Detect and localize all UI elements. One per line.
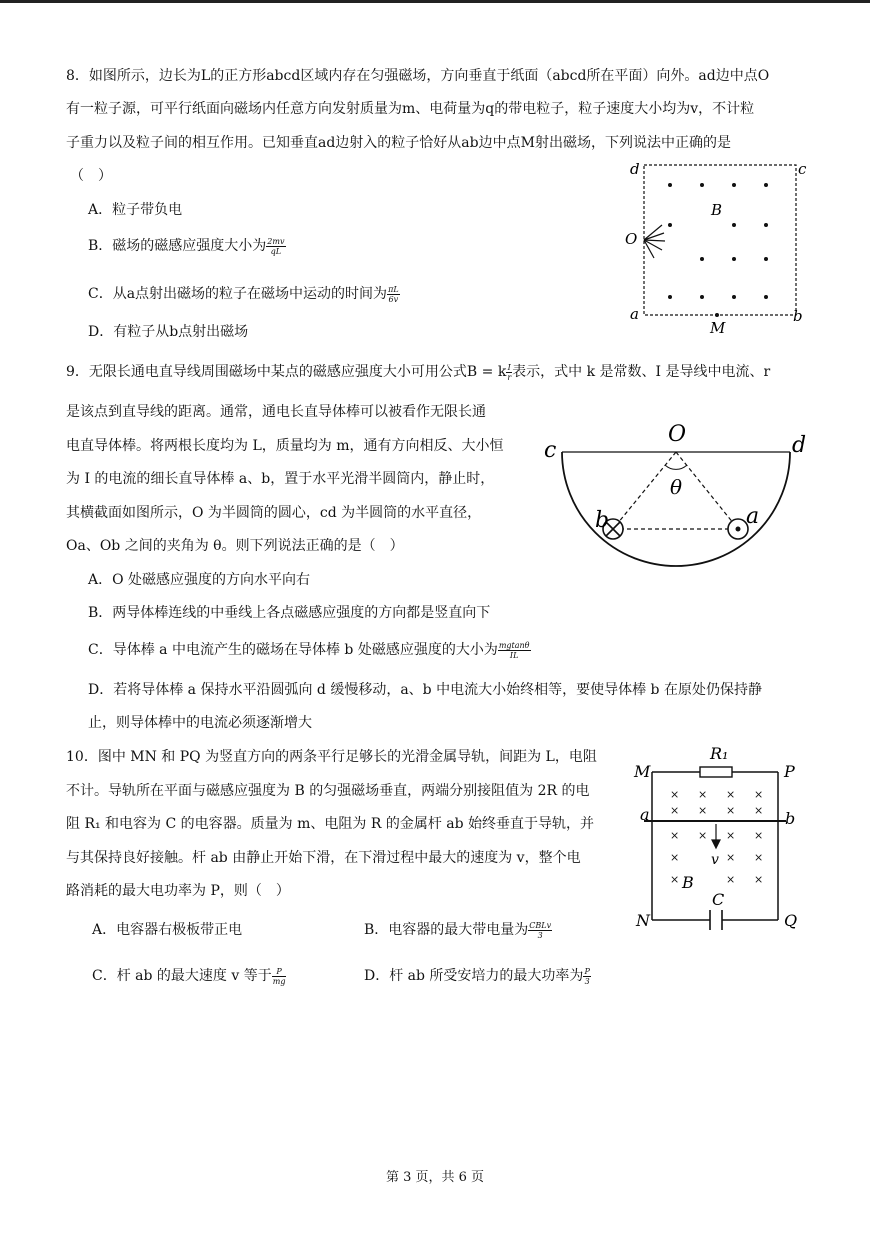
q8-figure-square-field — [620, 155, 820, 340]
q8-option-c — [88, 284, 400, 304]
q10-option-b — [364, 920, 552, 940]
svg-text:×: × — [726, 804, 736, 817]
q10-option-d-fraction — [583, 967, 590, 986]
q9-option-c-denominator: IL — [509, 650, 519, 660]
q10-option-d-denominator: 3 — [584, 976, 590, 986]
svg-text:×: × — [754, 873, 764, 886]
q8-line-2: 有一粒子源，可平行纸面向磁场内任意方向发射质量为m、电荷量为q的带电粒子，粒子速度大小均为v，不计粒 — [66, 101, 755, 117]
svg-text:×: × — [754, 829, 764, 842]
q8-option-a: A．粒子带负电 — [88, 202, 183, 218]
svg-text:×: × — [670, 873, 680, 886]
svg-text:×: × — [754, 804, 764, 817]
q9-option-c-fraction — [498, 641, 531, 660]
q8-label-o: O — [625, 230, 638, 248]
q9-option-c-numerator: mgtanθ — [498, 640, 530, 650]
q9-formula-numerator: I — [507, 362, 511, 372]
q8-option-c-fraction — [387, 285, 400, 304]
q8-line-1: 8．如图所示，边长为L的正方形abcd区域内存在匀强磁场，方向垂直于纸面（abcd所在平面）向外。ad边中点O — [66, 68, 770, 84]
q10-figure-rails-circuit — [630, 740, 810, 940]
q10-option-a: A．电容器右极板带正电 — [92, 922, 243, 938]
q9-option-a: A．O 处磁感应强度的方向水平向右 — [88, 572, 311, 588]
svg-text:×: × — [698, 804, 708, 817]
q9-label-a: a — [746, 504, 760, 529]
svg-text:×: × — [670, 788, 680, 801]
q8-option-c-numerator: πL — [388, 284, 399, 294]
q10-label-a: a — [640, 805, 650, 824]
q8-line-3: 子重力以及粒子间的相互作用。已知垂直ad边射入的粒子恰好从ab边中点M射出磁场，下列说法中正确的是 — [66, 135, 731, 151]
q9-label-o: O — [668, 422, 687, 447]
q10-option-d-text: D．杆 ab 所受安培力的最大功率为 — [364, 968, 584, 984]
q10-option-b-denominator: 3 — [537, 930, 543, 940]
q10-label-m: M — [634, 762, 651, 781]
q9-line-5: 其横截面如图所示，O 为半圆筒的圆心，cd 为半圆筒的水平直径， — [66, 505, 482, 521]
q9-label-b: b — [595, 508, 610, 533]
q8-label-d: d — [630, 160, 640, 178]
q10-option-c-text: C．杆 ab 的最大速度 v 等于 — [92, 968, 272, 984]
svg-text:×: × — [698, 829, 708, 842]
q10-option-b-fraction — [528, 921, 552, 940]
q8-label-field-b: B — [711, 201, 723, 219]
svg-text:×: × — [670, 851, 680, 864]
q10-option-d-numerator: P — [584, 966, 590, 976]
svg-text:×: × — [754, 851, 764, 864]
q10-option-c — [92, 966, 286, 986]
svg-text:×: × — [726, 851, 736, 864]
q8-label-c: c — [798, 160, 807, 178]
q8-option-c-denominator: 6v — [388, 294, 399, 304]
q8-option-b-numerator: 2mv — [267, 236, 285, 246]
q10-label-b: b — [785, 809, 796, 828]
q10-label-field-b: B — [682, 873, 694, 892]
q8-label-m: M — [710, 319, 726, 337]
q9-line-2: 是该点到直导线的距离。通常，通电长直导体棒可以被看作无限长通 — [66, 404, 486, 420]
q9-line-1-text: 9．无限长通电直导线周围磁场中某点的磁感应强度大小可用公式B = k — [66, 364, 507, 380]
q9-option-b: B．两导体棒连线的中垂线上各点磁感应强度的方向都是竖直向下 — [88, 605, 491, 621]
q9-angle-arc — [665, 465, 687, 469]
q8-option-b — [88, 236, 286, 256]
q9-line-4: 为 I 的电流的细长直导体棒 a、b，置于水平光滑半圆筒内，静止时， — [66, 471, 495, 487]
q9-option-d-line-1: D．若将导体棒 a 保持水平沿圆弧向 d 缓慢移动，a、b 中电流大小始终相等，要使导体棒 b 在原处仍保持静 — [88, 682, 762, 698]
q9-line-1 — [66, 362, 770, 382]
q10-option-c-denominator: mg — [272, 976, 286, 986]
svg-text:×: × — [754, 788, 764, 801]
q10-capacitor — [710, 910, 722, 930]
q10-line-1: 10．图中 MN 和 PQ 为竖直方向的两条平行足够长的光滑金属导轨，间距为 L，电阻 — [66, 749, 597, 765]
q9-label-d: d — [792, 433, 807, 458]
q10-field-crosses — [670, 788, 763, 886]
q10-option-c-fraction — [272, 967, 287, 986]
q9-line-3: 电直导体棒。将两根长度均为 L，质量均为 m，通有方向相反、大小恒 — [66, 438, 504, 454]
q8-option-b-text: B．磁场的磁感应强度大小为 — [88, 238, 267, 254]
q10-line-4: 与其保持良好接触。杆 ab 由静止开始下滑，在下滑过程中最大的速度为 v，整个电 — [66, 850, 581, 866]
q10-label-v: v — [711, 852, 719, 868]
svg-text:×: × — [726, 873, 736, 886]
q10-option-b-numerator: CBLv — [529, 920, 552, 930]
q9-formula-denominator: r — [507, 372, 512, 382]
svg-text:×: × — [726, 829, 736, 842]
q10-option-c-numerator: P — [272, 967, 287, 977]
q9-line-6: Oa、Ob 之间的夹角为 θ。则下列说法正确的是（ ） — [66, 538, 404, 554]
svg-text:×: × — [698, 788, 708, 801]
q9-option-c — [88, 640, 531, 660]
q9-label-c: c — [544, 438, 557, 463]
q9-option-c-text: C．导体棒 a 中电流产生的磁场在导体棒 b 处磁感应强度的大小为 — [88, 642, 498, 658]
q8-field-boundary — [644, 165, 796, 315]
svg-text:×: × — [670, 804, 680, 817]
q10-line-5: 路消耗的最大电功率为 P，则（ ） — [66, 883, 290, 899]
q10-velocity-arrow — [712, 824, 720, 848]
q10-label-q: Q — [784, 911, 798, 930]
q10-option-d — [364, 966, 591, 986]
q10-label-r1: R₁ — [710, 744, 729, 763]
q8-label-b: b — [793, 307, 803, 325]
q10-label-p: P — [784, 762, 795, 781]
q10-option-b-text: B．电容器的最大带电量为 — [364, 922, 529, 938]
q10-line-3: 阻 R₁ 和电容为 C 的电容器。质量为 m、电阻为 R 的金属杆 ab 始终垂直于导轨，并 — [66, 816, 595, 832]
q10-label-n: N — [636, 911, 650, 930]
q10-resistor-r1 — [700, 767, 732, 777]
q8-point-m — [715, 313, 719, 317]
q9-figure-half-cylinder — [540, 415, 825, 575]
q10-label-c: C — [712, 890, 725, 909]
q8-line-4: （ ） — [70, 168, 112, 184]
q10-line-2: 不计。导轨所在平面与磁感应强度为 B 的匀强磁场垂直，两端分别接阻值为 2R 的电 — [66, 783, 590, 799]
q8-option-b-fraction — [266, 237, 285, 256]
page-footer: 第 3 页，共 6 页 — [385, 1170, 485, 1185]
q9-line-1-tail: 表示，式中 k 是常数、I 是导线中电流、r — [512, 364, 771, 380]
q8-option-d: D．有粒子从b点射出磁场 — [88, 324, 249, 340]
q8-label-a: a — [630, 305, 639, 323]
q9-option-d-line-2: 止，则导体棒中的电流必须逐渐增大 — [88, 715, 312, 731]
q8-option-b-denominator: qL — [270, 246, 282, 256]
q9-label-theta: θ — [670, 475, 683, 499]
q8-source-arrows — [644, 225, 665, 258]
svg-text:×: × — [670, 829, 680, 842]
svg-text:×: × — [726, 788, 736, 801]
q9-conductor-a — [728, 519, 748, 539]
q8-option-c-text: C．从a点射出磁场的粒子在磁场中运动的时间为 — [88, 286, 388, 302]
